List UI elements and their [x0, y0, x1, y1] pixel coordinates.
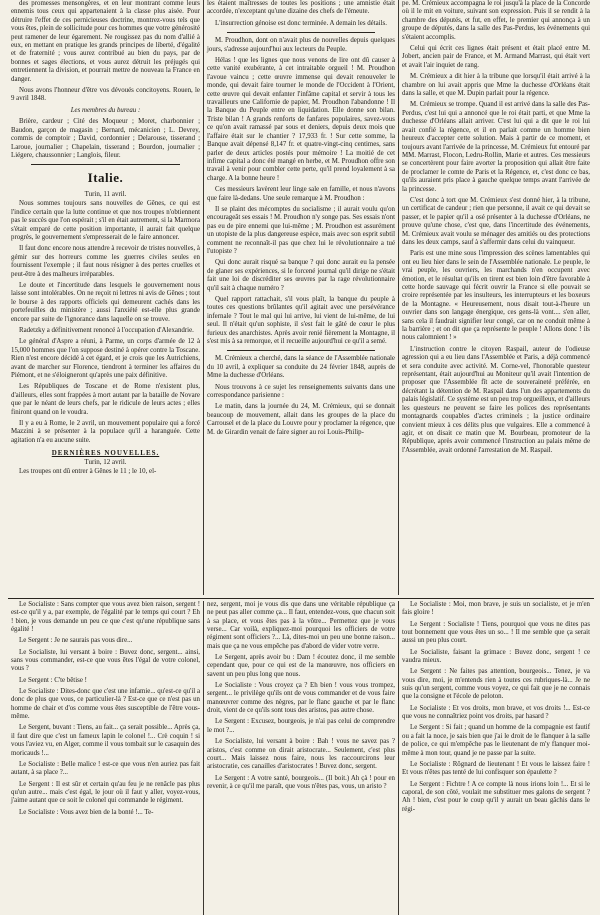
- dialogue-line: Le Socialiste : Belle malice ! est-ce que vous n'en auriez pas fait autant, à sa place ?...: [11, 760, 200, 777]
- dialogue-line: Le Sergent : Il est sûr et certain qu'au feu je ne renâcle pas plus qu'un autre... mais c'est égal, le jour où il faut y aller, voyez-vous, j'aime autant que ce soit le colonel qui commande le régiment.: [11, 780, 200, 805]
- paragraph: Quel rapport rattachait, s'il vous plaît, la banque du peuple à toutes ces questions brûlantes qu'il agitait avec une persévérance infernale ? Tout le mal qui lui arrive, lui vient de lui-même, de lui seul. Il n'était qu'un sophiste, il s'est fait le gâté de cœur le plus furieux des anarchistes. Après avoir renié fièrement la Montagne, il s'est mis à sa remorque, et il recueille aujourd'hui ce qu'il a semé.: [207, 296, 395, 346]
- dialogue-line: Le Sergent : A votre santé, bourgeois... (Il boit.) Ah çà ! pour en revenir, à ce qu'il me paraît, que vous n'êtes pas, vous, un aristo ?: [207, 774, 395, 790]
- dialogue-line: Le Sergent : Je ne saurais pas vous dire...: [19, 637, 133, 645]
- dialogue-line: Le Socialiste : Moi, mon brave, je suis un socialiste, et je m'en fais gloire !: [402, 601, 590, 617]
- dialogue-line: Le Sergent : Excusez, bourgeois, je n'ai pas celui de comprendre le mot ?...: [207, 718, 395, 734]
- paragraph: Le doute et l'incertitude dans lesquels le gouvernement nous laisse sont intolérables. On ne reçoit ni lettres ni avis de Gênes ; tout le bourse à des rapports officiels qui demeurent cachés dans les portefeuilles du ministère ; aussi l'anxiété est-elle plus grande encore par suite de l'ignorance dans laquelle on se trouve.: [11, 281, 200, 323]
- dialogue-line: Le Sergent : Socialiste ! Tiens, pourquoi que vous ne dites pas tout bonnement que vous êtes un so... ! Il me semble que ça serait aussi un peu plus court.: [402, 620, 590, 645]
- paragraph: Nous sommes toujours sans nouvelles de Gênes, ce qui est l'indice certain que la lutte continue et que nos troupes n'obtiennent pas le succès que l'on espérait ; s'il en était autrement, si la Marmora s'était emparé de cette position importante, il aurait fait quelque progrès, le gouvernement s'empresserait de le faire annoncer.: [11, 200, 200, 241]
- dialogue-line: Le Socialiste : Et vos droits, mon brave, et vos droits !... Est-ce que vous ne connaîtriez point vos droits, par hasard ?: [402, 704, 590, 721]
- section-divider: [8, 598, 594, 599]
- paragraph: Celui qui écrit ces lignes était présent et était placé entre M. Jobert, ancien pair de France, et M. Armand Marrast, qui était vert et avait l'air inquiet de rang.: [402, 45, 590, 69]
- dialogue-line: Le Socialiste, lui versant à boire : Bah ! vous ne savez pas ? aristos, c'est comme on dirait aristocrate... Seulement, c'est plus court... Mais laissez nous faire, nous les raccourcirons leur aristocratie, ces canailles d'aristocrates ! Buvez donc, sergent.: [207, 738, 395, 771]
- paragraph: Le général d'Aspre a réuni, à Parme, un corps d'armée de 12 à 15,000 hommes que l'on suppose destiné à opérer contre la Toscane. Rien n'est encore décidé à cet égard, et je crois que les Autrichiens, avant de marcher sur Florence, tiendront à terminer les affaires du Piémont, et ne s'éloigneront qu'après une paix définitive.: [11, 338, 200, 380]
- dialogue-line: Le Sergent, après avoir bu : Dam ! écoutez donc, il me semble cependant que, pour ce qui est de la manœuvre, nos officiers en savent un peu plus long que nous.: [207, 654, 395, 678]
- paragraph: Nous trouvons à ce sujet les renseignements suivants dans une correspondance parisienne :: [207, 383, 395, 400]
- dialogue-line: Le Socialiste : Sans compter que vous avez bien raison, sergent ! est-ce qu'il y a, par exemple, de l'égalité par le temps qui court ? Eh ! bien, je vous demande un peu ce que c'est qu'une république sans égalité !: [11, 601, 200, 634]
- section-heading: Italie.: [87, 170, 124, 186]
- paragraph: Il faut donc encore nous attendre à recevoir de tristes nouvelles, à gémir sur des horreurs comme les guerres civiles seules en fournissent l'exemple ; il faut nous résigner à des pertes cruelles et peut-être à des malheurs irréparables.: [11, 245, 200, 278]
- member-list: Brière, cardeur ; Cité des Moqueur ; Moret, charbonnier ; Baudon, garçon de magasin ; Bernard, mécanicien ; L. Devrey, commis de comptoir ; David, cordonnier ; Delarouse, tisserand ; Laroue, journalier ; Chapelain, tisserand ; Bourdon, journalier ; Liégere, chaussonnier ; Langlois, fileur.: [11, 118, 200, 159]
- column-2: [203, 0, 398, 595]
- paragraph: Les Républiques de Toscane et de Rome n'existent plus, d'ailleurs, elles sont frappées à mort autant par la bataille de Novare que par le néant de leurs chefs, par le ridicule de leurs actes ; elles finiront quand on le voudra.: [11, 383, 200, 416]
- paragraph: Ces messieurs lavèrent leur linge sale en famille, et nous n'avons que faire là-dedans. Une seule remarque à M. Proudhon :: [207, 186, 395, 202]
- dialogue-line: Le Sergent, buvant : Tiens, au fait... ça serait possible... Après ça, il faut dire que c'est un fameux lapin le colonel !... Crè coquin ! si vous l'aviez vu, en Alger, comme il vous tombait sur le casaquin des moricauds !...: [11, 724, 200, 757]
- paragraph: Hélas ! que les lignes que nous venons de lire ont dû causer à cette vanité exubérante, à cet intraitable orgueil ! M. Proudhon l'avoue vaincu ; cette œuvre immense qui devait renouveler le monde, qui devait faire tourner le monde de l'Occident à l'Orient, cette œuvre qui devait enfanter l'infâme capital et servir à tous les travailleurs une Californie de papier, M. Proudhon l'abandonne ! Il la Banque du Peuple entre en liquidation. Elle donne son bilan. Triste bilan ! A grands renforts de fanfares populaires, savez-vous ce qu'on avait ramassé par sous et deniers, depuis deux mois que l'affaire était sur le chantier ? 17,933 fr. ! Sur cette somme, la Banque avait dépensé 8,147 fr. et quatre-vingt-cinq centimes, sans parler de deux articles postés pour mémoire ! La moitié de cet infime capital a donc été mangé en herbe, et M. Proudhon offre son travail à venir pour combler cette perte, qu'il prend loyalement à sa charge. A la bonne heure !: [207, 57, 395, 182]
- column-3: [398, 0, 593, 595]
- dialogue-line: Le Socialiste : Rôgnard de lieutenant ! Et vous le laissez faire ! Et vous n'êtes pas tenté de lui confisquer son épaulette ?: [402, 760, 590, 777]
- dialogue-line: Le Socialiste, faisant la grimace : Buvez donc, sergent ! ce vaudra mieux.: [402, 648, 590, 665]
- paragraph: Nous avons l'honneur d'être vos dévoués concitoyens. Rouen, le 9 avril 1848.: [11, 87, 200, 103]
- paragraph: les étaient maîtresses de toutes les positions ; une amnistie était accordée, n'exceptant qu'une dizaine des chefs de l'émeute.: [207, 0, 395, 16]
- divider: [31, 164, 180, 165]
- paragraph: Il se plaint des mécomptes du socialisme ; il aurait voulu qu'on encourageât ses essais ! M. Proudhon n'y songe pas. Ses essais n'ont pas eu de pire ennemi que lui-même ; M. Proudhon est assurément un utopiste de la plus dangereuse espèce, mais avec son esprit subtil comment ne reconnaît-il pas que chez lui le révolutionnaire a tué l'utopiste ?: [207, 205, 395, 255]
- paragraph: Paris est une mine sous l'impression des scènes lamentables qui ont eu lieu hier dans le sein de l'Assemblée nationale. Le peuple, le vrai peuple, les ouvriers, les marchands n'en occupent avec émotion, et le résultat qu'ils en tirent est bien loin d'être favorable à cette horde sauvage qui fécrit ouvrir la France si elle pouvait se croire représentée par les insulteurs, les interrupteurs et les boxeurs de la Montagne. « Heureusement, nous disait tout-à-l'heure un ouvrier dans son langage énergique, ces gens-là vont.... s'en aller, sans cela il faudrait signifier leur congé, car on ne conduit même à la barrière ; et on dit que ça représente le peuple ! Allons donc ! ils nous calomnient ! »: [402, 250, 590, 342]
- divider: [227, 350, 375, 351]
- dialogue-line: nez, sergent, moi je vous dis que dans une véritable république ça ne peut pas aller comme ça... Il faut, entendez-vous, que chacun soit à sa place, et vous êtes pas à la vôtre... Permettez que je vous verse... Car voilà, expliquez-moi pourquoi les officiers de votre régiment sont officiers ?... Là, dites-moi un peu une bonne raison... mais que ça ne vous empêche pas d'abord de vider votre verre.: [207, 601, 395, 650]
- column-1: [8, 0, 203, 595]
- dialogue-line: Le Socialiste : Dites-donc que c'est une infamie... qu'est-ce qu'il a donc de plus que vous, ce particulier-là ? Est-ce que ce n'est pas un homme de chair et d'os comme vous êtes susceptible de l'être vous-même.: [11, 688, 200, 721]
- paragraph: Radetzky a définitivement renoncé à l'occupation d'Alexandrie.: [19, 327, 194, 334]
- paragraph: C'est donc à tort que M. Crémieux s'est donné hier, à la tribune, un certificat de candeur ; rien que personne, il avait ce qui devait se passer, et le papier qu'il a osé présenter à la duchesse d'Orléans, ne prouve qu'une chose, c'est que, dans l'incertitude des événements, M. Crémieux avait voulu se ménager des amitiés ou des protections dans les deux camps, sauf à s'affermir dans celui du vainqueur.: [402, 196, 590, 246]
- list-title: Les membres du bureau :: [70, 106, 141, 114]
- divider: [227, 32, 375, 33]
- paragraph: L'instruction contre le citoyen Raspail, auteur de l'odieuse agression qui a eu lieu dans l'Assemblée et Paris, a déjà commencé et sera conduite avec activité. M. Corne-vel, l'honorable questeur représentant, était aujourd'hui au Moniteur qu'il avait l'intention de proposer que l'Assemblée fît acte de souveraineté préférée, en décrétant la détention de M. Raspail dans l'un des appartements du palais législatif. Ce système est un peu trop orgueilleux, et d'ailleurs les questeurs ne peuvent se faire les polices des représentants montagnards coupables d'actes criminels ; la justice ordinaire convient mieux à ces délits plus que vulgaires. Elle a commencé à agir, et on disait ce matin que M. Bourbeau, promoteur de la République, après avoir commencé l'instruction au palais même de l'Assemblée, avait ordonné l'arrestation de M. Raspail.: [402, 345, 590, 454]
- paragraph: des promesses mensongères, et en leur montrant comme leurs ennemis tous ceux qui appartenaient à la classe plus aisée. Pour détruire l'effet de ces pernicieuses doctrine, montrez-vous tels que vous êtes, plein de sollicitude pour ces hommes que votre générosité peut ramener de leur égarement. Ne rougissez pas du nom d'allié à eux, en mettant en pratique les grands principes de liberté, d'égalité et de fraternité ; vous aurez contribué au bien du pays, par de bonnes et sages élections, et vous aurez détruit les préjugés qui entretiennent la division, et pourrait mettre de nouveau la France en danger.: [11, 0, 200, 83]
- paragraph: M. Proudhon, dont on n'avait plus de nouvelles depuis quelques jours, s'adresse aujourd'hui aux lecteurs du Peuple.: [207, 37, 395, 53]
- upper-section: [8, 0, 594, 595]
- dialogue-line: Le Sergent : Si fait ; quand un homme de la compagnie est fautif ou a fait la noce, je sais bien que j'ai le droit de le flanquer à la salle de police, ce qui m'empêche pas le lieutenant de m'y flanquer moi-même à mon tour, quand je ne passe par la suite.: [402, 724, 590, 757]
- paragraph: Il y a eu à Rome, le 2 avril, un mouvement populaire qui a forcé Mazzini à se présenter à la populace qu'il a haranguée. Cette agitation n'a eu aucune suite.: [11, 420, 200, 444]
- dialogue-line: Le Socialiste, lui versant à boire : Buvez donc, sergent... ainsi, sans vous commander, est-ce que vous êtes l'égal de votre colonel, vous ?: [11, 648, 200, 673]
- feuilleton-column-3: [398, 601, 593, 915]
- subheading: DERNIÈRES NOUVELLES.: [51, 449, 160, 458]
- dialogue-line: Le Socialiste : Vous avez bien de la bonté !... Te-: [19, 808, 154, 816]
- paragraph: L'insurrection génoise est donc terminée. A demain les détails.: [215, 19, 387, 27]
- dialogue-line: Le Sergent : Fichtre ! A ce compte là nous irions loin !... Et si le caporal, de son côté, voulait me substituer mes galons de sergent ? Ah ! bien, c'est pour le coup qu'il y aurait un beau gâchis dans le régi-: [402, 780, 590, 813]
- dialogue-line: Le Sergent : Ne faites pas attention, bourgeois... Tenez, je va vous dire, moi, je m'entends rien à toutes ces rubriques-là... Je ne suis qu'un sergent, comme vous voyez, ce qui fait que je ne connais que la consigne et l'école de peloton.: [402, 668, 590, 701]
- dialogue-line: Le Sergent : C'te bêtise !: [19, 676, 87, 684]
- paragraph: pe. M. Crémieux accompagna le roi jusqu'à la place de la Concorde où il le mit en voiture, suivant son expression. Puis il se rendit à la chambre des députés, et fut, en effet, le premier qui annonça à un groupe de députés, dans la salle des Pas-Perdus, les événements qui s'étaient accomplis.: [402, 0, 590, 41]
- dialogue-line: Le Socialiste : Vous croyez ça ? Eh bien ! vous vous trompez, sergent... le privilège qu'ils ont de vous commander et de vous faire manœuvrer comme des nègres, par le flanc gauche et par le flanc droit, vient de ce qu'ils sont tous des aristos, pas autre chose.: [207, 682, 395, 715]
- paragraph: M. Crémieux se trompe. Quand il est arrivé dans la salle des Pas-Perdus, c'est lui qui a annoncé que le roi était parti, et que Mme la duchesse d'Orléans allait arriver. C'est lui qui a dit que le roi lui avait confié la régence, et il en parlait comme un homme bien heureux d'accepter cette solution. Mais à partir de ce moment, et toujours avant l'arrivée de la princesse, M. Crémieux fut entouré par MM. Marrast, Flocon, Ledru-Rollin, Marie et autres. Ces messieurs se concertèrent pour faire avorter la proposition qui allait être faite de proclamer le comte de Paris et la Régence, et, c'est donc ce bas, qu'ils auraient pris place à gauche quelque temps avant l'arrivée de la princesse.: [402, 101, 590, 193]
- paragraph: Les troupes ont dû entrer à Gênes le 11 ; le 10, el-: [19, 468, 157, 476]
- feuilleton-column-1: [8, 601, 203, 915]
- feuilleton-section: [8, 601, 594, 915]
- paragraph: M. Crémieux a cherché, dans la séance de l'Assemblée nationale du 10 avril, à expliquer sa conduite du 24 février 1848, auprès de Mme la duchesse d'Orléans.: [207, 355, 395, 380]
- feuilleton-column-2: [203, 601, 398, 915]
- paragraph: Qui donc aurait risqué sa banque ? qui donc aurait eu la pensée de glaner ses expériences, si le forcené journal qu'il dirige ne s'était fait une loi de discréditer ses œuvres par la rage révolutionnaire qu'il sait à chaque numéro ?: [207, 259, 395, 292]
- paragraph: Le matin, dans la journée du 24, M. Crémieux, qui se donnait beaucoup de mouvement, allait dans les groupes de la place du Carrousel et de la place du Louvre pour y proclamer la régence, que M. de Girardin venait de faire signer au roi Louis-Philip-: [207, 403, 395, 436]
- paragraph: M. Crémieux a dit hier à la tribune que lorsqu'il était arrivé à la chambre on lui avait appris que Mme la duchesse d'Orléans était dans la salle, et que M. Dupin parlait pour la régence.: [402, 73, 590, 98]
- dateline: Turin, 12 avril.: [84, 458, 127, 467]
- dateline: Turin, 11 avril.: [84, 190, 127, 199]
